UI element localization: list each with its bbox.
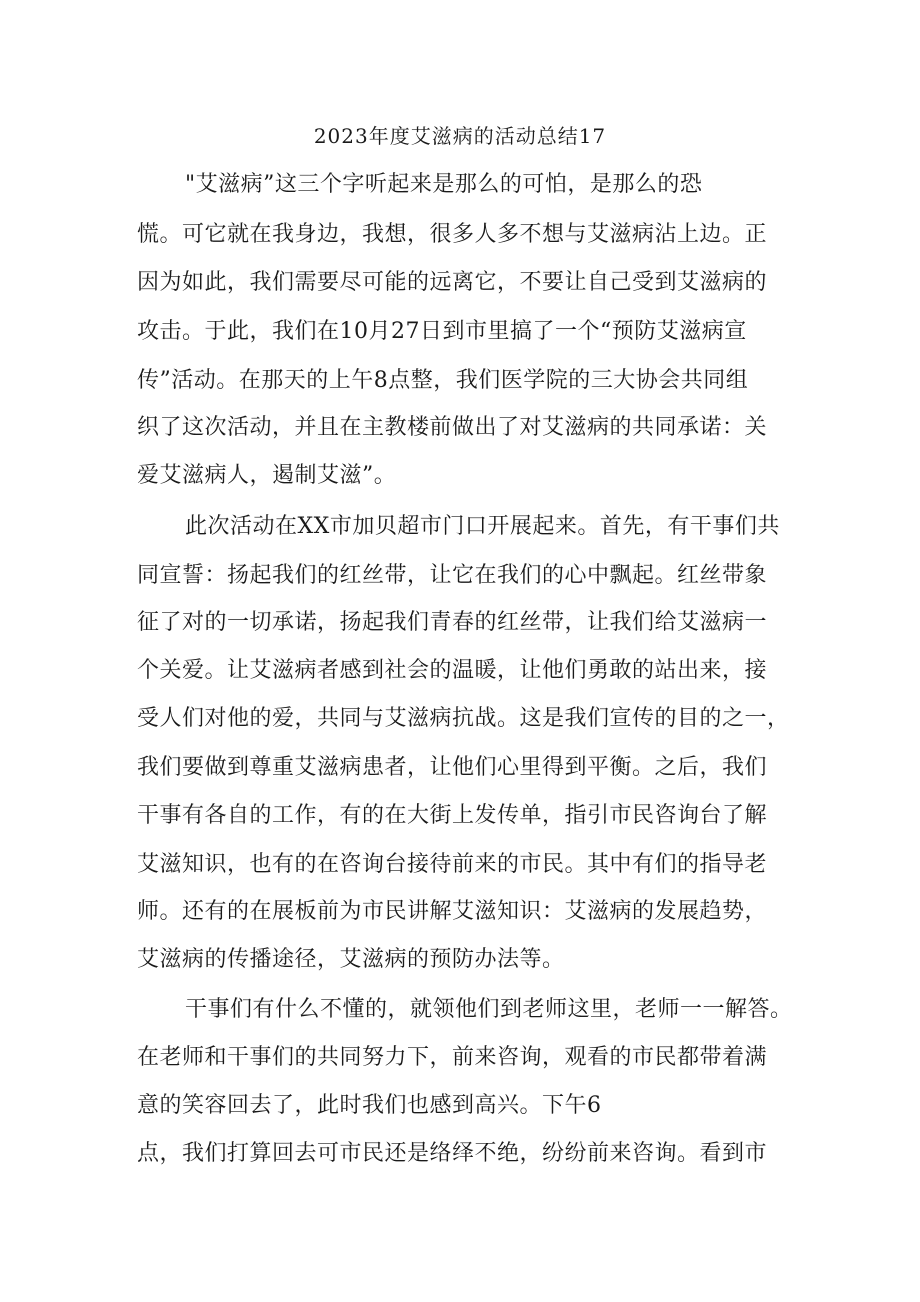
text-line: 艾滋知识，也有的在咨询台接待前来的市民。其中有们的指导老 bbox=[137, 852, 768, 877]
text-line: 个关爱。让艾滋病者感到社会的温暖，让他们勇敢的站出来，接 bbox=[137, 658, 768, 683]
text-line: 此次活动在XX市加贝超市门口开展起来。首先，有干事们共 bbox=[185, 514, 780, 539]
text-line: 在老师和干事们的共同努力下，前来咨询，观看的市民都带着满 bbox=[137, 1045, 768, 1070]
text-line: 同宣誓：扬起我们的红丝带，让它在我们的心中飘起。红丝带象 bbox=[137, 563, 768, 588]
text-line: 点，我们打算回去可市民还是络绎不绝，纷纷前来咨询。看到市 bbox=[137, 1141, 768, 1166]
text-line: 干事有各自的工作，有的在大街上发传单，指引市民咨询台了解 bbox=[137, 803, 768, 828]
text-line: 艾滋病的传播途径，艾滋病的预防办法等。 bbox=[137, 947, 565, 972]
text-line: 干事们有什么不懂的，就领他们到老师这里，老师一一解答。 bbox=[185, 997, 793, 1022]
document-title: 2023年度艾滋病的活动总结17 bbox=[313, 124, 607, 148]
text-line: 受人们对他的爱，共同与艾滋病抗战。这是我们宣传的目的之一， bbox=[137, 706, 790, 731]
text-line: 师。还有的在展板前为市民讲解艾滋知识：艾滋病的发展趋势， bbox=[137, 899, 768, 924]
text-line: "艾滋病”这三个字听起来是那么的可怕，是那么的恐 bbox=[185, 172, 703, 197]
text-line: 征了对的一切承诺，扬起我们青春的红丝带，让我们给艾滋病一 bbox=[137, 610, 768, 635]
text-line: 攻击。于此，我们在10月27日到市里搞了一个“预防艾滋病宣 bbox=[137, 319, 747, 344]
text-line: 我们要做到尊重艾滋病患者，让他们心里得到平衡。之后，我们 bbox=[137, 755, 768, 780]
text-line: 因为如此，我们需要尽可能的远离它，不要让自己受到艾滋病的 bbox=[137, 270, 768, 295]
text-line: 意的笑容回去了，此时我们也感到高兴。下午6 bbox=[137, 1093, 602, 1118]
text-line: 慌。可它就在我身边，我想，很多人多不想与艾滋病沾上边。正 bbox=[137, 222, 768, 247]
text-line: 传”活动。在那天的上午8点整，我们医学院的三大协会共同组 bbox=[137, 368, 749, 393]
text-line: 爱艾滋病人，遏制艾滋”。 bbox=[137, 463, 397, 488]
text-line: 织了这次活动，并且在主教楼前做出了对艾滋病的共同承诺：关 bbox=[137, 415, 768, 440]
